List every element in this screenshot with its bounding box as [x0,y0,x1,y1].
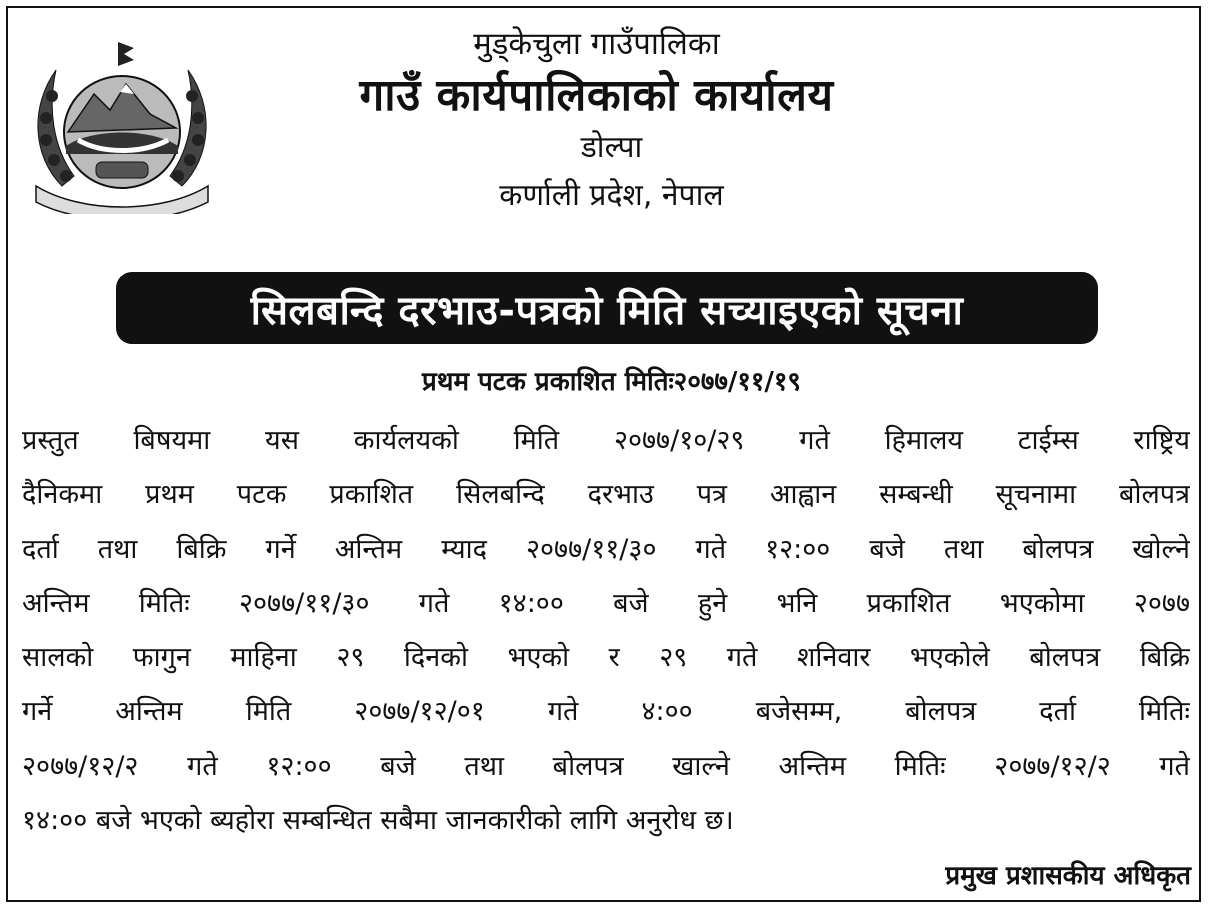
first-published-date: प्रथम पटक प्रकाशित मितिः२०७७/११/१९ [422,367,801,397]
office-header [0,22,1213,222]
body-line: २०७७/१२/२ गते १२:०० बजे तथा बोलपत्र खाल्ने अन्तिम मितिः २०७७/१२/२ गते [22,750,1190,782]
municipality-name: मुड्केचुला गाउँपालिका [473,26,720,62]
signatory: प्रमुख प्रशासकीय अधिकृत [945,861,1191,891]
body-line: दर्ता तथा बिक्रि गर्ने अन्तिम म्याद २०७७/११/३० गते १२:०० बजे तथा बोलपत्र खोल्ने [22,533,1190,565]
body-line: प्रस्तुत बिषयमा यस कार्यलयको मिति २०७७/१०/२९ गते हिमालय टाईम्स राष्ट्रिय [22,425,1190,456]
body-line: सालको फागुन माहिना २९ दिनको भएको र २९ गते शनिवार भएकोले बोलपत्र बिक्रि [22,642,1190,674]
body-line: अन्तिम मितिः २०७७/११/३० गते १४:०० बजे हुने भनि प्रकाशित भएकोमा २०७७ [22,587,1190,619]
office-name: गाउँ कार्यपालिकाको कार्यालय [359,70,834,121]
body-line: दैनिकमा प्रथम पटक प्रकाशित सिलबन्दि दरभाउ पत्र आह्वान सम्बन्धी सूचनामा बोलपत्र [22,479,1190,511]
province-name: कर्णाली प्रदेश, नेपाल [499,178,724,213]
notice-body [22,414,1190,848]
notice-title: सिलबन्दि दरभाउ-पत्रको मिति सच्याइएको सूचना [250,287,964,334]
body-line: १४:०० बजे भएको ब्यहोरा सम्बन्धित सबैमा जानकारीको लागि अनुरोध छ। [22,805,734,837]
district-name: डोल्पा [580,130,643,165]
notice-title-banner [116,272,1098,344]
body-line: गर्ने अन्तिम मिति २०७७/१२/०१ गते ४:०० बजेसम्म, बोलपत्र दर्ता मितिः [22,696,1190,728]
